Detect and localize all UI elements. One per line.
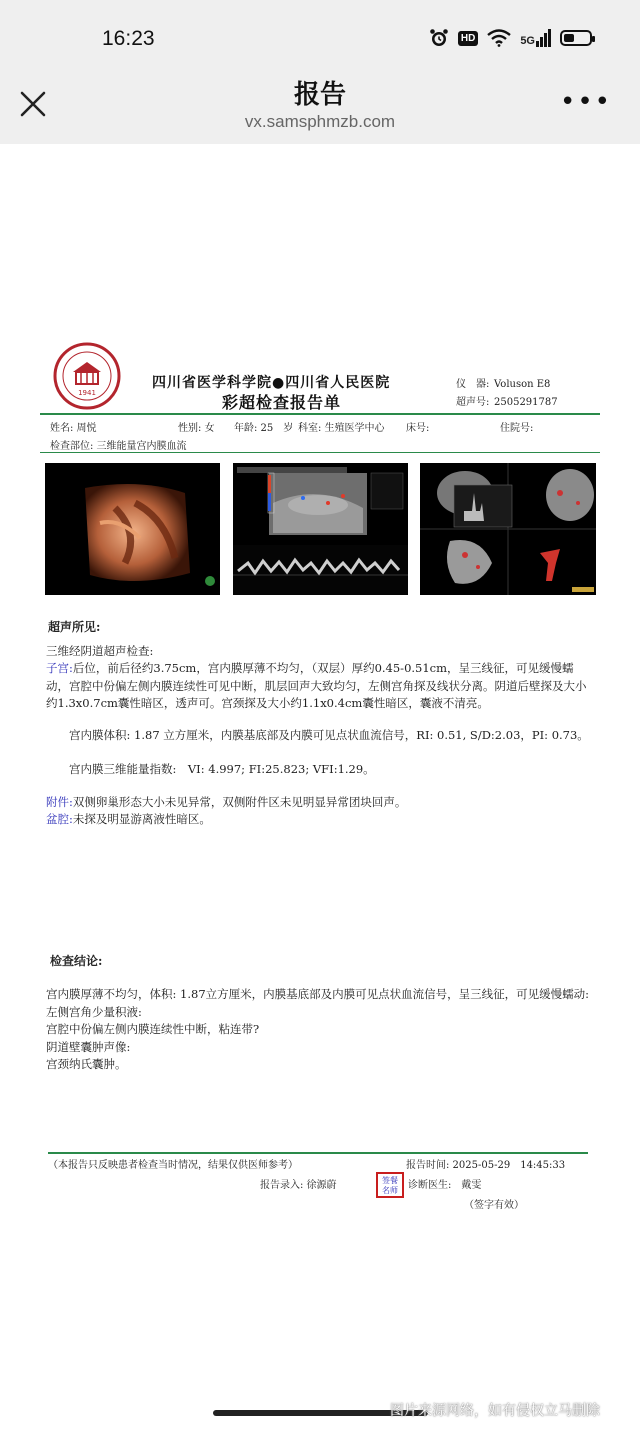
conclusion-item: 宫腔中份偏左侧内膜连续性中断，粘连带? [46,1022,260,1036]
pelvis-label: 盆腔: [46,812,73,826]
exam-part: 检查部位: 三维能量宫内膜血流 [50,441,187,452]
signal-type-label: 5G [520,35,535,47]
instrument-info [456,376,558,412]
nav-bar [0,66,640,144]
ultrasound-no-label: 超声号: [456,397,490,408]
status-bar [0,0,640,66]
findings-heading: 超声所见: [48,620,101,634]
seal-year: 1941 [78,389,96,397]
signature-valid-note: （签字有效） [464,1200,524,1211]
hd-icon: HD [458,31,478,46]
conclusion-item: 宫颈纳氏囊肿。 [46,1057,127,1071]
patient-dept: 科室: 生殖医学中心 [298,423,385,434]
pelvis-text: 未探及明显游离液性暗区。 [72,812,211,826]
adnexa-text: 双侧卵巢形态大小未见异常，双侧附件区未见明显异常团块回声。 [72,795,407,809]
patient-age: 年龄: 25 岁 [234,423,294,434]
uterus-label: 子宫: [46,661,73,675]
patient-bed: 床号: [406,423,430,434]
adnexa-label: 附件: [46,795,73,809]
ultrasound-image-doppler [233,463,408,595]
cell-signal-icon [520,29,551,47]
diagnosing-doctor: 诊断医生: 戴雯 [408,1180,482,1191]
conclusion-item: 左侧宫角少量积液: [46,1004,142,1019]
report-time: 报告时间: 2025-05-29 14:45:33 [406,1160,566,1171]
pelvis-finding [46,811,592,829]
instrument-value: Voluson E8 [494,379,551,390]
conclusion-heading: 检查结论: [50,954,103,968]
patient-divider [40,452,600,453]
battery-level [564,34,574,42]
ultrasound-no-value: 2505291787 [494,397,558,408]
adnexa-finding [46,794,592,812]
clock: 16:23 [102,27,155,50]
instrument-label: 仪 器: [456,379,490,390]
header-divider [40,413,600,415]
uterus-text: 后位，前后径约3.75cm，宫内膜厚薄不均匀，（双层）厚约0.45-0.51cm，呈三线征，可见缓慢蠕动，宫腔中份偏左侧内膜连续性可见中断，肌层回声大致均匀，左侧宫角探及线状分离。阴道后壁探及大小约1.3x0.7cm囊性暗区，透声可。宫颈探及大小约1.1x0.4cm囊性暗区，囊液不清亮。 [46,661,587,710]
endometrial-energy-index: 宫内膜三维能量指数: VI: 4.997; FI:25.823; VFI:1.29。 [46,762,375,776]
patient-inpatient-no: 住院号: [500,423,534,434]
page-url: vx.samsphmzb.com [244,112,396,131]
footer-divider [48,1152,588,1154]
patient-sex: 性别: 女 [178,423,215,434]
signature-stamp: 签餐 名师 [376,1172,404,1198]
disclaimer: （本报告只反映患者检查当时情况，结果仅供医师参考） [48,1160,298,1171]
battery-icon [560,30,592,46]
ultrasound-image-3d [45,463,220,595]
ultrasound-image-multiplanar [420,463,596,595]
uterus-finding [46,660,592,713]
report-title: 彩超检查报告单 [222,393,342,412]
conclusion-item: 阴道壁囊肿声像: [46,1039,131,1054]
patient-name: 姓名: 周悦 [50,423,97,434]
conclusion-list [46,986,592,1074]
status-icons [429,28,592,48]
conclusion-item: 宫内膜厚薄不均匀，体积: 1.87立方厘米，内膜基底部及内膜可见点状血流信号，呈三线征，可见缓慢蠕动: [46,987,590,1001]
more-options-icon[interactable]: ••• [559,87,612,117]
exam-method: 三维经阴道超声检查: [46,644,154,658]
entered-by: 报告录入: 徐源蔚 [260,1180,337,1191]
wifi-icon [487,29,511,47]
hospital-name: 四川省医学科学院●四川省人民医院 [152,375,391,391]
alarm-icon [429,28,449,48]
watermark-text: 图片来源网络，如有侵权立马删除 [390,1403,600,1419]
hospital-seal-logo [46,342,128,410]
endometrial-volume: 宫内膜体积: 1.87 立方厘米，内膜基底部及内膜可见点状血流信号，RI: 0.51, S/D:2.03，PI: 0.73。 [46,728,589,742]
page-title: 报告 [293,80,346,110]
